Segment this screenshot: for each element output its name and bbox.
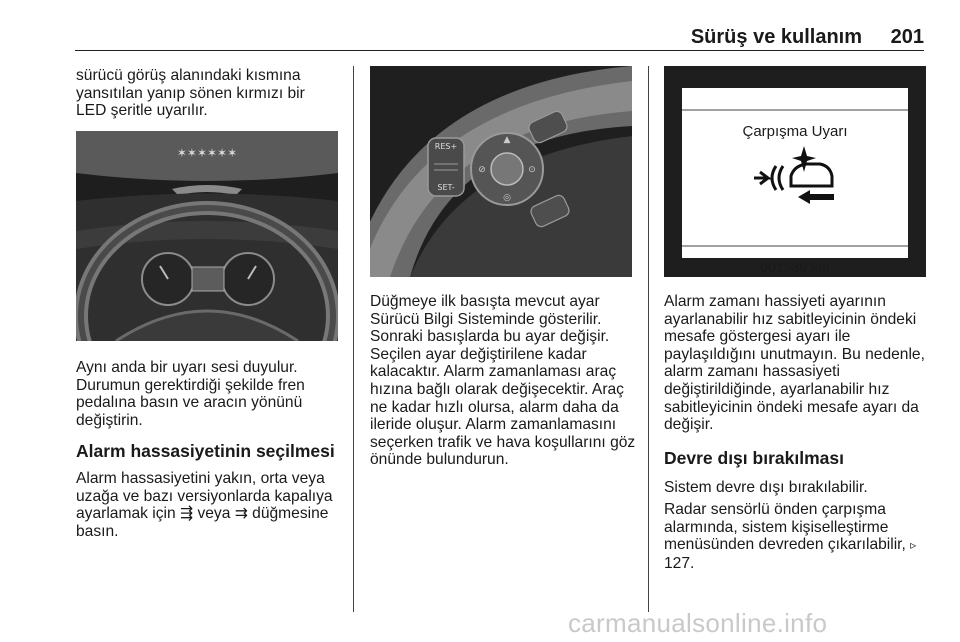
res-label: RES+ — [434, 142, 458, 151]
col1-paragraph-1: Aynı anda bir uyarı sesi duyulur. Durumun gerektirdiği şekilde fren pedalına basın ve aracın yönünü değiştirin. — [76, 359, 305, 429]
svg-text:◎: ◎ — [503, 193, 511, 203]
set-label: SET- — [437, 183, 455, 192]
steering-wheel-buttons-photo — [370, 66, 632, 277]
svg-text:⊘: ⊘ — [478, 165, 486, 175]
column-divider-2 — [648, 66, 649, 612]
decrease-distance-icon: ⇉ — [234, 505, 248, 523]
col3-paragraph-1: Alarm zamanı hassiyeti ayarının ayarlanabilir hız sabitleyicinin öndeki mesafe göstergesi ayarı ile paylaşıldığını unutmayın. Bu nedenle, alarm zamanı hassasiyeti değiştirildiğinde, ayarlanabilir hız sabitleyicinin öndeki mesafe ayarı da değişir. — [664, 293, 925, 434]
display-title: Çarpışma Uyarı — [742, 123, 848, 140]
svg-text:⊙: ⊙ — [528, 165, 536, 175]
column-divider-1 — [353, 66, 354, 612]
col2-paragraph-1: Düğmeye ilk basışta mevcut ayar Sürücü Bilgi Sisteminde gösterilir. Sonraki basışlarda bu ayar değişir. Seçilen ayar değiştirilene kadar kalacaktır. Alarm zamanlaması araç hızına bağlı olarak değişecektir. Araç ne kadar hızlı olursa, alarm daha da ileride oluşur. Alarm zamanlamasını seçerken trafik ve hava koşullarını göz önünde bulundurun. — [370, 293, 636, 469]
dashboard-led-photo — [76, 131, 338, 341]
col1-p2-text-b: veya — [197, 505, 231, 523]
increase-distance-icon: ⇶ — [180, 505, 194, 523]
led-strip-icon: ✶✶✶✶✶✶ — [176, 146, 238, 160]
col3-paragraph-2: Sistem devre dışı bırakılabilir. — [664, 479, 868, 496]
col1-p2-text-a: Alarm hassasiyetini yakın, orta veya uzağa ve bazı versiyonlarda kapalıya ayarlamak için — [76, 470, 333, 523]
odometer-reading: 001539 km — [760, 259, 830, 275]
watermark: carmanualsonline.info — [568, 608, 828, 638]
page-reference-link[interactable]: 127. — [664, 554, 695, 572]
heading-alarm-sensitivity: Alarm hassasiyetinin seçilmesi — [76, 441, 335, 461]
intro-text: sürücü görüş alanındaki kısmına yansıtılan yanıp sönen kırmızı bir LED şeritle uyarılır. — [76, 67, 305, 120]
col1-paragraph-2 — [76, 470, 346, 540]
col3-paragraph-3 — [664, 501, 926, 572]
collision-warning-display — [664, 66, 926, 277]
svg-text:▲: ▲ — [503, 135, 511, 145]
col3-p3-text: Radar sensörlü önden çarpışma alarmında, sistem kişiselleştirme menüsünden devreden çıkarılabilir, — [664, 501, 906, 554]
page-header — [75, 14, 924, 51]
page-number: 201 — [890, 26, 924, 48]
section-title: Sürüş ve kullanım — [690, 26, 862, 48]
page-reference-icon: ▹ — [910, 538, 917, 553]
col1-p2-text-c: düğmesine basın. — [76, 505, 329, 540]
heading-deactivation: Devre dışı bırakılması — [664, 448, 844, 468]
